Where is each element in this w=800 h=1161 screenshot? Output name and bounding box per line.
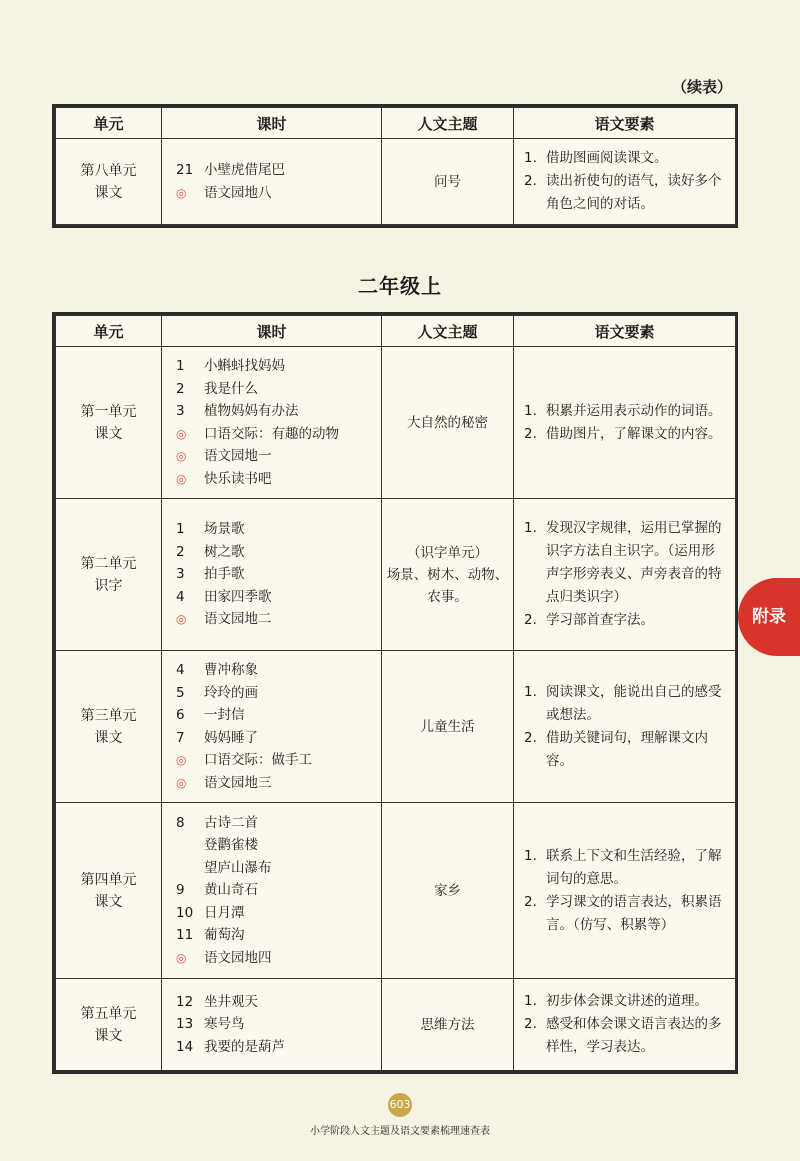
lesson-number: 1 — [176, 521, 185, 538]
lessons-cell — [162, 347, 382, 499]
requirement-text: 感受和体会课文语言表达的多样性，学习表达。 — [546, 1016, 722, 1055]
requirement-text: 初步体会课文讲述的道理。 — [546, 993, 708, 1009]
lesson-item — [176, 355, 373, 378]
lesson-number: 7 — [176, 729, 185, 746]
header-lessons: 课时 — [162, 316, 382, 347]
lesson-item — [176, 772, 373, 795]
lesson-title: 田家四季歌 — [204, 588, 272, 605]
unit-label: 课文 — [94, 184, 123, 201]
lesson-item — [176, 423, 373, 446]
requirement-item — [524, 423, 727, 446]
unit-cell — [56, 347, 162, 499]
circle-mark-icon: ◎ — [176, 753, 187, 767]
lesson-number: 21 — [176, 162, 194, 178]
lesson-item — [176, 563, 373, 586]
header-lessons: 课时 — [162, 108, 382, 139]
lesson-number: 3 — [176, 403, 185, 419]
lesson-title: 植物妈妈有办法 — [204, 403, 299, 419]
lesson-item — [176, 659, 373, 682]
requirement-text: 学习部首查字法。 — [546, 612, 654, 628]
requirements-cell — [514, 651, 736, 803]
lesson-title: 语文园地八 — [204, 184, 272, 201]
requirements-cell — [514, 139, 736, 225]
circle-mark-icon: ◎ — [176, 426, 187, 441]
unit-label: 第五单元 — [80, 1005, 137, 1022]
lessons-cell — [162, 803, 382, 979]
requirement-number: 1. — [524, 683, 537, 700]
header-unit: 单元 — [56, 108, 162, 139]
grade2-upper-table — [52, 312, 738, 1074]
lesson-title: 口语交际：做手工 — [204, 752, 312, 768]
lesson-item — [176, 834, 373, 857]
lesson-number: 12 — [176, 993, 194, 1010]
lesson-number: 6 — [176, 707, 185, 723]
requirement-number: 2. — [524, 1016, 537, 1032]
lesson-item — [176, 468, 373, 491]
lesson-title: 语文园地一 — [204, 448, 272, 464]
requirement-number: 2. — [524, 729, 537, 746]
lesson-title: 语文园地三 — [204, 774, 272, 791]
lesson-number: 10 — [176, 904, 194, 921]
lesson-item — [176, 704, 373, 727]
requirement-item — [524, 400, 727, 423]
requirements-cell — [514, 347, 736, 499]
lesson-number: 4 — [176, 662, 185, 678]
requirement-item — [524, 681, 727, 727]
header-theme: 人文主题 — [382, 108, 514, 139]
lesson-title: 我要的是葫芦 — [204, 1038, 285, 1055]
unit-cell — [56, 499, 162, 651]
requirement-number: 2. — [524, 893, 537, 910]
circle-mark-icon: ◎ — [176, 612, 187, 627]
lesson-number: 5 — [176, 684, 185, 701]
unit-label: 识字 — [94, 577, 123, 594]
lesson-title: 葡萄沟 — [204, 927, 245, 944]
lesson-item — [176, 1036, 373, 1059]
requirement-text: 读出祈使句的语气，读好多个角色之间的对话。 — [546, 173, 722, 212]
lesson-item — [176, 608, 373, 631]
lesson-title: 日月潭 — [204, 904, 245, 921]
lesson-title: 黄山奇石 — [204, 882, 258, 899]
theme-cell — [382, 979, 514, 1071]
requirements-cell — [514, 979, 736, 1071]
circle-mark-icon: ◎ — [176, 775, 187, 790]
lesson-item — [176, 1013, 373, 1036]
lesson-number: 2 — [176, 543, 185, 560]
lesson-title: 寒号鸟 — [204, 1016, 245, 1033]
unit-label: 第一单元 — [80, 403, 137, 420]
lesson-title: 望庐山瀑布 — [204, 859, 272, 876]
theme-text: 儿童生活 — [420, 718, 475, 735]
table-row — [56, 803, 736, 979]
lesson-number: 1 — [176, 358, 185, 374]
requirement-number: 1. — [524, 150, 537, 166]
lesson-title: 玲玲的画 — [204, 684, 258, 701]
unit-label: 课文 — [94, 729, 123, 746]
lesson-title: 语文园地四 — [204, 949, 272, 966]
table-row — [56, 347, 736, 499]
requirement-text: 阅读课文，能说出自己的感受或想法。 — [546, 683, 722, 723]
lessons-cell — [162, 139, 382, 225]
lesson-title: 小壁虎借尾巴 — [204, 162, 285, 178]
theme-cell — [382, 803, 514, 979]
lesson-item — [176, 445, 373, 468]
unit-label: 第八单元 — [80, 162, 137, 179]
unit-label: 第四单元 — [80, 871, 137, 888]
header-requirements: 语文要素 — [514, 108, 736, 139]
requirements-cell — [514, 803, 736, 979]
unit-label: 第三单元 — [80, 707, 137, 724]
requirement-text: 联系上下文和生活经验，了解词句的意思。 — [546, 847, 722, 887]
lessons-cell — [162, 979, 382, 1071]
requirement-item — [524, 609, 727, 632]
footer-title: 小学阶段人文主题及语文要素梳理速查表 — [310, 1126, 490, 1137]
grade1-continued-table — [52, 104, 738, 228]
lesson-title: 一封信 — [204, 707, 245, 723]
lesson-title: 场景歌 — [204, 521, 245, 538]
lesson-item — [176, 902, 373, 925]
grade-title: 二年级上 — [358, 274, 442, 298]
requirement-item — [524, 170, 727, 216]
lesson-title: 妈妈睡了 — [204, 729, 258, 746]
lesson-title: 语文园地二 — [204, 611, 272, 628]
table-row — [56, 499, 736, 651]
lesson-item — [176, 947, 373, 970]
lesson-title: 小蝌蚪找妈妈 — [204, 358, 285, 374]
lesson-item — [176, 159, 373, 182]
lesson-item — [176, 879, 373, 902]
lesson-title: 树之歌 — [204, 543, 245, 560]
lesson-number: 11 — [176, 927, 194, 944]
lesson-number — [176, 857, 204, 880]
requirement-number: 1. — [524, 402, 537, 419]
lesson-item — [176, 400, 373, 423]
requirement-number: 1. — [524, 520, 537, 536]
requirement-text: 发现汉字规律，运用已掌握的识字方法自主识字。（运用形声字形旁表义、声旁表音的特点归类识字） — [546, 520, 722, 605]
theme-cell — [382, 499, 514, 651]
lesson-title: 快乐读书吧 — [204, 470, 272, 487]
header-unit: 单元 — [56, 316, 162, 347]
circle-mark-icon: ◎ — [176, 185, 187, 200]
unit-cell — [56, 979, 162, 1071]
lesson-title: 坐井观天 — [204, 993, 258, 1010]
lesson-item — [176, 378, 373, 401]
table-row — [56, 139, 736, 225]
lesson-title: 登鹳雀楼 — [204, 837, 258, 854]
requirement-item — [524, 727, 727, 773]
theme-cell — [382, 651, 514, 803]
requirement-item — [524, 891, 727, 937]
requirement-text: 积累并运用表示动作的词语。 — [546, 402, 722, 419]
requirement-number: 1. — [524, 847, 537, 864]
lesson-title: 曹冲称象 — [204, 662, 258, 678]
theme-text: 问号 — [434, 173, 461, 190]
requirement-number: 2. — [524, 612, 537, 628]
requirement-text: 学习课文的语言表达，积累语言。（仿写、积累等） — [546, 893, 722, 933]
lessons-cell — [162, 499, 382, 651]
lesson-title: 古诗二首 — [204, 814, 258, 831]
requirement-text: 借助图画阅读课文。 — [546, 150, 668, 166]
requirement-number: 2. — [524, 173, 537, 189]
requirement-item — [524, 845, 727, 891]
circle-mark-icon: ◎ — [176, 950, 187, 965]
lesson-number: 9 — [176, 882, 185, 899]
circle-mark-icon: ◎ — [176, 449, 187, 463]
lessons-cell — [162, 651, 382, 803]
lesson-item — [176, 541, 373, 564]
lesson-title: 口语交际：有趣的动物 — [204, 425, 339, 442]
lesson-number: 3 — [176, 566, 185, 583]
unit-cell — [56, 651, 162, 803]
unit-cell — [56, 803, 162, 979]
circle-mark-icon: ◎ — [176, 471, 187, 486]
requirement-number: 2. — [524, 425, 537, 442]
requirement-text: 借助关键词句，理解课文内容。 — [546, 729, 708, 769]
lesson-item — [176, 682, 373, 705]
requirement-number: 1. — [524, 993, 537, 1009]
lesson-number: 4 — [176, 588, 185, 605]
lesson-title: 我是什么 — [204, 380, 258, 397]
theme-text: 场景、树木、动物、农事。 — [386, 566, 509, 605]
theme-cell — [382, 139, 514, 225]
lesson-item — [176, 518, 373, 541]
lesson-item — [176, 182, 373, 205]
lesson-number: 8 — [176, 814, 185, 831]
theme-text: （识字单元） — [407, 544, 488, 561]
header-theme: 人文主题 — [382, 316, 514, 347]
lesson-item — [176, 812, 373, 835]
lesson-title: 拍手歌 — [204, 566, 245, 583]
lesson-item — [176, 749, 373, 772]
lesson-number: 2 — [176, 380, 185, 397]
unit-label: 第二单元 — [80, 555, 137, 572]
theme-text: 思维方法 — [420, 1016, 475, 1033]
theme-text: 家乡 — [434, 882, 461, 899]
lesson-item — [176, 727, 373, 750]
lesson-item — [176, 586, 373, 609]
theme-cell — [382, 347, 514, 499]
unit-cell — [56, 139, 162, 225]
requirement-item — [524, 517, 727, 609]
continued-label: （续表） — [671, 78, 732, 96]
requirement-item — [524, 1013, 727, 1059]
table-row — [56, 979, 736, 1071]
lesson-item — [176, 991, 373, 1014]
lesson-item — [176, 924, 373, 947]
lesson-number: 14 — [176, 1038, 194, 1055]
unit-label: 课文 — [94, 1027, 123, 1044]
requirement-item — [524, 990, 727, 1013]
table-row — [56, 651, 736, 803]
header-requirements: 语文要素 — [514, 316, 736, 347]
requirement-item — [524, 147, 727, 170]
lesson-number: 13 — [176, 1016, 194, 1033]
requirement-text: 借助图片，了解课文的内容。 — [546, 425, 722, 442]
unit-label: 课文 — [94, 425, 123, 442]
unit-label: 课文 — [94, 893, 123, 910]
lesson-item — [176, 857, 373, 880]
theme-text: 大自然的秘密 — [407, 414, 488, 431]
requirements-cell — [514, 499, 736, 651]
appendix-tab[interactable]: 附录 — [738, 578, 800, 656]
page-number: 603 — [388, 1093, 412, 1117]
lesson-number — [176, 834, 204, 857]
